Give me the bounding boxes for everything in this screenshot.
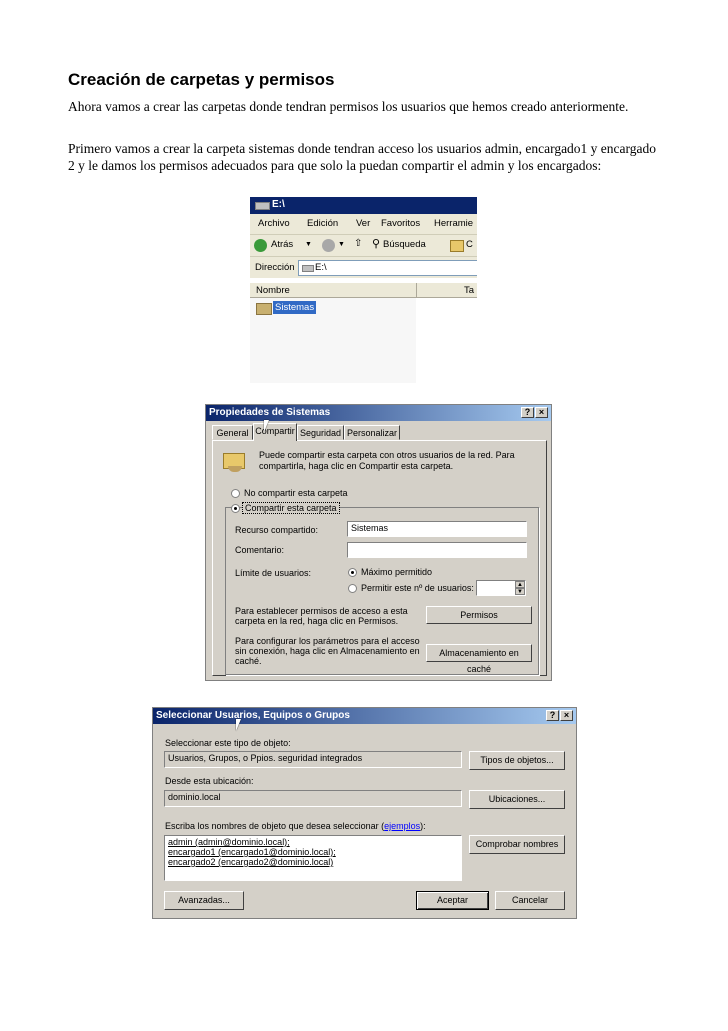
close-button[interactable]: × xyxy=(535,407,548,418)
name-entry: encargado2 (encargado2@dominio.local) xyxy=(168,857,334,867)
allow-n-radio[interactable] xyxy=(348,584,357,593)
paragraph-intro: Ahora vamos a crear las carpetas donde tendran permisos los usuarios que hemos creado anteriormente. xyxy=(68,99,629,114)
search-icon[interactable]: ⚲ xyxy=(372,238,381,250)
explorer-toolbar xyxy=(250,235,477,257)
object-names-label: Escriba los nombres de objeto que desea seleccionar (ejemplos): xyxy=(165,821,426,831)
properties-titlebar xyxy=(206,405,551,421)
help-button[interactable]: ? xyxy=(521,407,534,418)
locations-button[interactable]: Ubicaciones... xyxy=(469,790,565,809)
explorer-title: E:\ xyxy=(272,199,285,210)
allow-n-label[interactable]: Permitir este nº de usuarios: xyxy=(361,583,474,593)
permissions-button[interactable]: Permisos xyxy=(426,606,532,624)
menu-edicion[interactable]: Edición xyxy=(307,218,339,229)
forward-dropdown-icon[interactable]: ▼ xyxy=(338,241,345,248)
file-list xyxy=(250,298,416,383)
properties-dialog xyxy=(205,404,552,681)
resource-input[interactable]: Sistemas xyxy=(347,521,527,537)
max-allowed-label[interactable]: Máximo permitido xyxy=(361,567,433,577)
column-name[interactable]: Nombre xyxy=(256,285,290,296)
section-title: Creación de carpetas y permisos xyxy=(68,70,335,89)
back-button[interactable]: Atrás xyxy=(271,239,294,250)
shared-folder-icon xyxy=(223,453,245,469)
folders-button[interactable]: C xyxy=(466,239,473,250)
mouse-cursor-icon xyxy=(264,420,274,432)
properties-title: Propiedades de Sistemas xyxy=(209,407,331,418)
tab-personalizar[interactable]: Personalizar xyxy=(344,425,400,440)
drive-icon xyxy=(255,202,270,210)
menu-favoritos[interactable]: Favoritos xyxy=(381,218,421,229)
folder-icon xyxy=(256,303,272,315)
share-label[interactable]: Compartir esta carpeta xyxy=(242,502,340,514)
explorer-menubar xyxy=(250,214,477,235)
user-limit-label: Límite de usuarios: xyxy=(235,568,312,578)
address-label: Dirección xyxy=(255,262,295,273)
object-types-button[interactable]: Tipos de objetos... xyxy=(469,751,565,770)
up-folder-icon[interactable]: ⇧ xyxy=(354,238,363,249)
select-users-dialog xyxy=(152,707,577,919)
cancel-button[interactable]: Cancelar xyxy=(495,891,565,910)
object-names-input[interactable] xyxy=(164,835,462,881)
comment-input[interactable] xyxy=(347,542,527,558)
column-size[interactable]: Ta xyxy=(464,285,475,296)
object-type-value: Usuarios, Grupos, o Ppios. seguridad integrados xyxy=(164,751,462,768)
advanced-button[interactable]: Avanzadas... xyxy=(164,891,244,910)
search-button[interactable]: Búsqueda xyxy=(383,239,426,250)
explorer-titlebar xyxy=(250,197,477,214)
explorer-window xyxy=(250,197,477,383)
back-dropdown-icon[interactable]: ▼ xyxy=(305,241,312,248)
tab-general[interactable]: General xyxy=(212,425,253,440)
select-titlebar xyxy=(153,708,576,724)
spin-down-icon[interactable]: ▼ xyxy=(515,588,525,595)
folder-name: Sistemas xyxy=(275,302,315,313)
name-entry: encargado1 (encargado1@dominio.local); xyxy=(168,847,336,857)
column-header xyxy=(250,283,477,298)
spin-up-icon[interactable]: ▲ xyxy=(515,581,525,588)
share-info-text: Puede compartir esta carpeta con otros usuarios de la red. Para compartirla, haga clic en Compartir esta carpeta. xyxy=(259,450,515,471)
examples-link[interactable]: ejemplos xyxy=(384,821,421,831)
share-panel xyxy=(212,440,547,676)
back-arrow-icon[interactable] xyxy=(254,239,267,252)
cache-button[interactable]: Almacenamiento en caché xyxy=(426,644,532,662)
max-allowed-radio[interactable] xyxy=(348,568,357,577)
mouse-cursor-icon xyxy=(236,719,246,731)
tab-compartir[interactable]: Compartir xyxy=(253,423,297,441)
close-button[interactable]: × xyxy=(560,710,573,721)
paragraph-instructions: Primero vamos a crear la carpeta sistemas donde tendran acceso los usuarios admin, encargado1 y encargado 2 y le damos los permisos adecuados para que solo la puedan compartir el admin y los encargados: xyxy=(68,141,657,173)
menu-archivo[interactable]: Archivo xyxy=(258,218,290,229)
no-share-label[interactable]: No compartir esta carpeta xyxy=(244,488,348,498)
object-type-label: Seleccionar este tipo de objeto: xyxy=(165,738,291,748)
forward-arrow-icon[interactable] xyxy=(322,239,335,252)
address-input[interactable] xyxy=(298,260,477,276)
menu-ver[interactable]: Ver xyxy=(356,218,371,229)
location-value: dominio.local xyxy=(164,790,462,807)
comment-label: Comentario: xyxy=(235,545,285,555)
folders-icon[interactable] xyxy=(450,240,464,252)
menu-herramientas[interactable]: Herramie xyxy=(434,218,474,229)
permissions-text: Para establecer permisos de acceso a esta carpeta en la red, haga clic en Permisos. xyxy=(235,606,408,626)
ok-button[interactable]: Aceptar xyxy=(416,891,489,910)
resource-label: Recurso compartido: xyxy=(235,525,319,535)
select-title: Seleccionar Usuarios, Equipos o Grupos xyxy=(156,710,350,721)
help-button[interactable]: ? xyxy=(546,710,559,721)
share-radio[interactable] xyxy=(231,504,240,513)
address-bar xyxy=(250,257,477,278)
cache-text: Para configurar los parámetros para el acceso sin conexión, haga clic en Almacenamiento en caché. xyxy=(235,636,420,666)
location-label: Desde esta ubicación: xyxy=(165,776,254,786)
tab-seguridad[interactable]: Seguridad xyxy=(297,425,344,440)
address-value: E:\ xyxy=(315,262,327,273)
name-entry: admin (admin@dominio.local); xyxy=(168,837,290,847)
drive-icon xyxy=(302,265,314,272)
check-names-button[interactable]: Comprobar nombres xyxy=(469,835,565,854)
no-share-radio[interactable] xyxy=(231,489,240,498)
